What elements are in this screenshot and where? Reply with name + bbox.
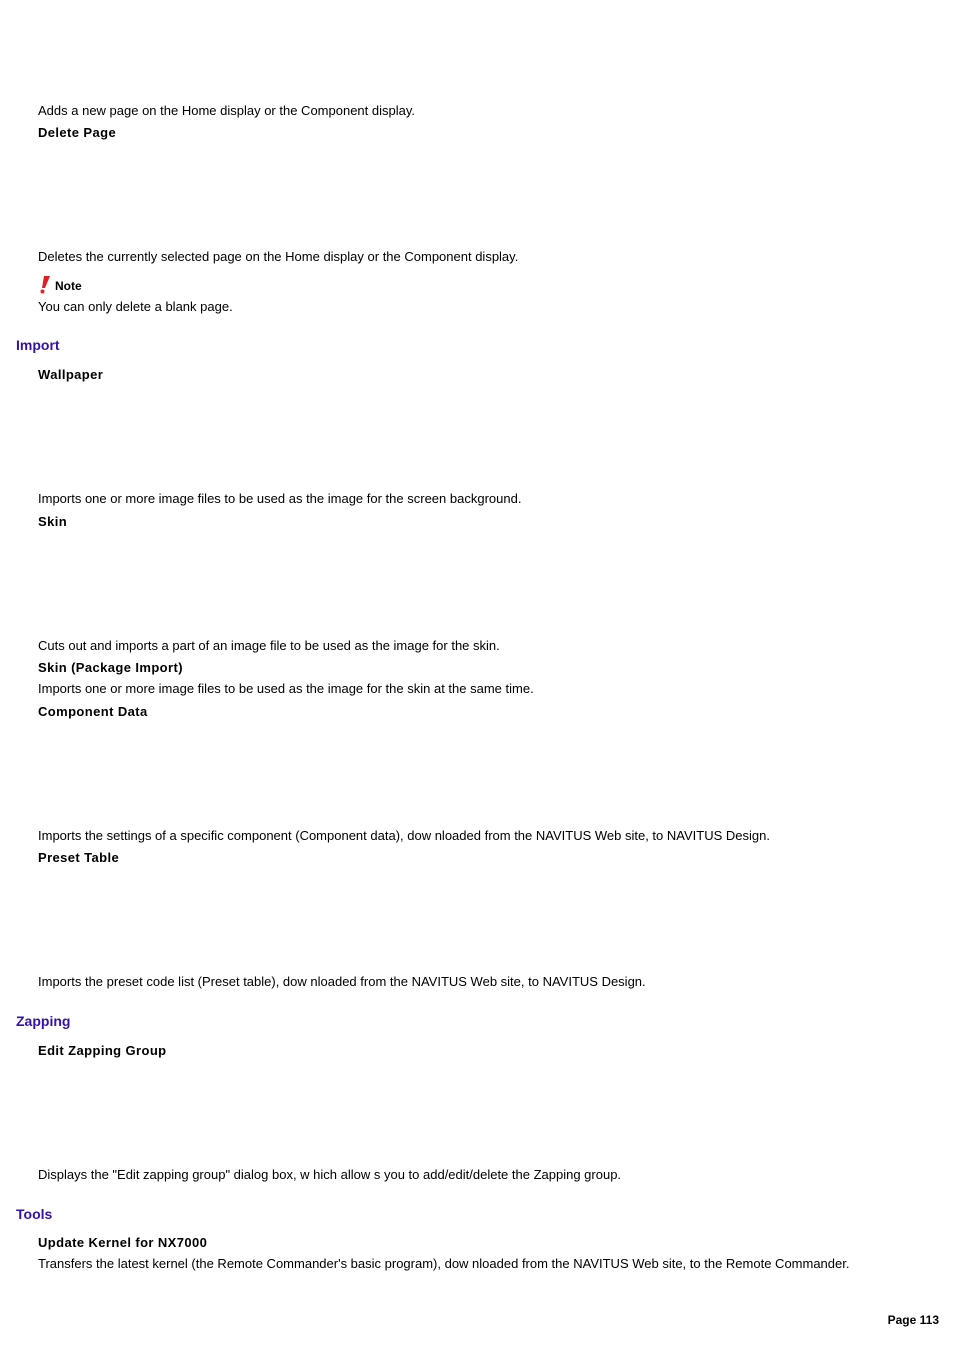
note-label: Note [55, 279, 82, 293]
preset-table-term: Preset Table [38, 850, 120, 865]
skin-description: Cuts out and imports a part of an image file to be used as the image for the skin. [38, 638, 500, 653]
skin-package-term: Skin (Package Import) [38, 660, 183, 675]
preset-table-description: Imports the preset code list (Preset table), dow nloaded from the NAVITUS Web site, to NAVITUS Design. [38, 974, 646, 989]
delete-page-term: Delete Page [38, 125, 117, 140]
note-text: You can only delete a blank page. [38, 299, 233, 314]
wallpaper-term: Wallpaper [38, 367, 104, 382]
edit-zapping-description: Displays the "Edit zapping group" dialog box, w hich allow s you to add/edit/delete the Zapping group. [38, 1167, 622, 1182]
skin-term: Skin [38, 514, 68, 529]
page-number: Page 113 [887, 1313, 939, 1327]
update-kernel-description: Transfers the latest kernel (the Remote Commander's basic program), dow nloaded from the NAVITUS Web site, to the Remote Commander. [38, 1256, 850, 1271]
update-kernel-term: Update Kernel for NX7000 [38, 1235, 208, 1250]
delete-page-description: Deletes the currently selected page on the Home display or the Component display. [38, 249, 519, 264]
wallpaper-description: Imports one or more image files to be used as the image for the screen background. [38, 491, 522, 506]
skin-package-description: Imports one or more image files to be used as the image for the skin at the same time. [38, 681, 534, 696]
component-data-term: Component Data [38, 704, 148, 719]
exclamation-icon [38, 276, 52, 294]
section-heading-zapping[interactable]: Zapping [16, 1013, 71, 1029]
add-page-description: Adds a new page on the Home display or the Component display. [38, 103, 415, 118]
component-data-description: Imports the settings of a specific component (Component data), dow nloaded from the NAVITUS Web site, to NAVITUS Design. [38, 828, 770, 843]
edit-zapping-term: Edit Zapping Group [38, 1043, 167, 1058]
section-heading-tools[interactable]: Tools [16, 1206, 53, 1222]
section-heading-import[interactable]: Import [16, 337, 60, 353]
